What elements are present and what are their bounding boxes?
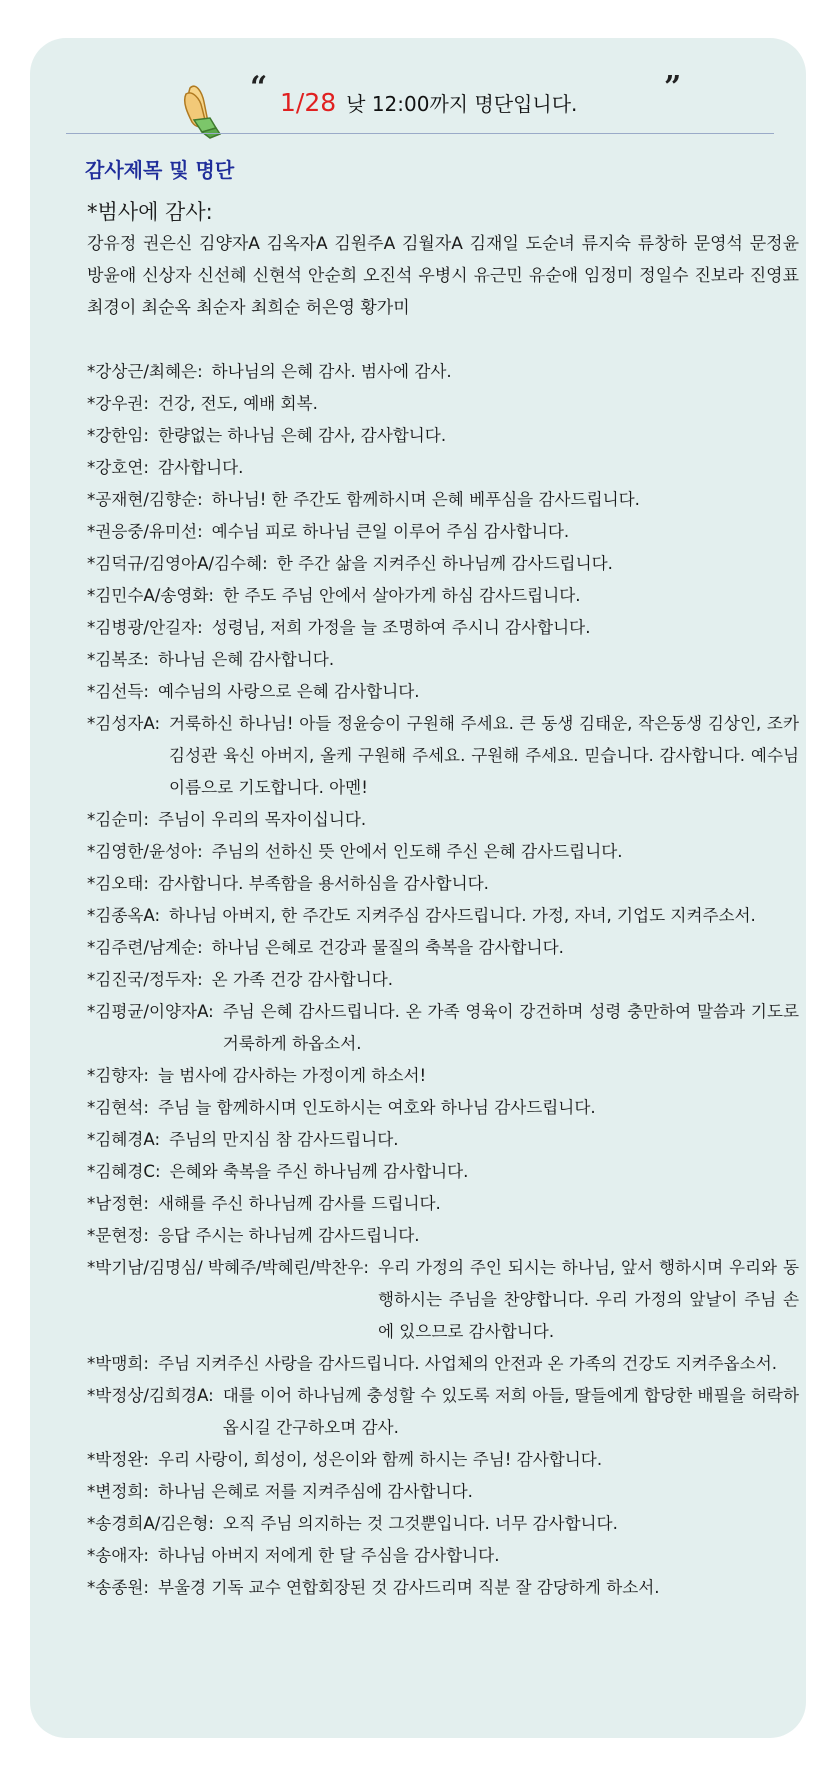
- entry-names: *김진국/정두자:: [87, 970, 203, 989]
- open-quote: “: [250, 70, 268, 105]
- entry-message: 하나님 은혜로 건강과 물질의 축복을 감사합니다.: [211, 938, 564, 957]
- entry-message: 건강, 전도, 예배 회복.: [157, 394, 318, 413]
- entry-message: 부울경 기독 교수 연합회장된 것 감사드리며 직분 잘 감당하게 하소서.: [157, 1578, 660, 1597]
- entry-message: 하나님 은혜로 저를 지켜주심에 감사합니다.: [157, 1482, 473, 1501]
- entry-names: *권응중/유미선:: [87, 522, 203, 541]
- entry-names: *강상근/최혜은:: [87, 362, 203, 381]
- list-item: [87, 1572, 799, 1604]
- entry-names: *김종옥A:: [87, 906, 161, 925]
- list-item: [87, 1444, 799, 1476]
- deadline-date: 1/28: [280, 88, 337, 117]
- list-item: [87, 580, 799, 612]
- prayer-content: [87, 196, 799, 1604]
- subheading: *범사에 감사:: [87, 200, 213, 224]
- entry-names: *김향자:: [87, 1066, 149, 1085]
- entry-names: *박기남/김명심/ 박혜주/박혜린/박찬우:: [87, 1258, 369, 1277]
- entry-message: 하나님! 한 주간도 함께하시며 은혜 베푸심을 감사드립니다.: [211, 490, 640, 509]
- entry-names: *김오태:: [87, 874, 149, 893]
- deadline-headline: [280, 88, 577, 117]
- entry-names: *김혜경A:: [87, 1130, 161, 1149]
- entry-names: *김복조:: [87, 650, 149, 669]
- list-item: [87, 804, 799, 836]
- entry-message: 하나님 은혜 감사합니다.: [157, 650, 335, 669]
- entry-message: 새해를 주신 하나님께 감사를 드립니다.: [157, 1194, 441, 1213]
- list-item: [87, 1188, 799, 1220]
- entry-message: 늘 범사에 감사하는 가정이게 하소서!: [157, 1066, 427, 1085]
- list-item: [87, 708, 799, 804]
- entry-message: 거룩하신 하나님! 아들 정윤승이 구원해 주세요. 큰 동생 김태운, 작은동생 김상인, 조카 김성관 육신 아버지, 올케 구원해 주세요. 구원해 주세요. 믿습니다. 감사합니다. 예수님 이름으로 기도합니다. 아멘!: [169, 714, 799, 797]
- list-item: [87, 1348, 799, 1380]
- entry-message: 주님 지켜주신 사랑을 감사드립니다. 사업체의 안전과 온 가족의 건강도 지켜주옵소서.: [157, 1354, 778, 1373]
- list-item: [87, 644, 799, 676]
- list-item: [87, 548, 799, 580]
- entry-names: *강호연:: [87, 458, 149, 477]
- list-item: [87, 1476, 799, 1508]
- list-item: [87, 420, 799, 452]
- list-item: [87, 836, 799, 868]
- entry-message: 감사합니다. 부족함을 용서하심을 감사합니다.: [157, 874, 489, 893]
- entry-names: *김현석:: [87, 1098, 149, 1117]
- entry-names: *송경희A/김은형:: [87, 1514, 215, 1533]
- entry-message: 한량없는 하나님 은혜 감사, 감사합니다.: [157, 426, 447, 445]
- list-item: [87, 900, 799, 932]
- entries-list: [87, 356, 799, 1604]
- list-item: [87, 452, 799, 484]
- entry-names: *김병광/안길자:: [87, 618, 203, 637]
- entry-message: 은혜와 축복을 주신 하나님께 감사합니다.: [169, 1162, 469, 1181]
- entry-names: *박정상/김희경A:: [87, 1386, 214, 1405]
- entry-message: 응답 주시는 하나님께 감사드립니다.: [157, 1226, 420, 1245]
- entry-message: 오직 주님 의지하는 것 그것뿐입니다. 너무 감사합니다.: [223, 1514, 618, 1533]
- entry-message: 감사합니다.: [157, 458, 244, 477]
- list-item: [87, 1540, 799, 1572]
- list-item: [87, 1092, 799, 1124]
- entry-names: *송종원:: [87, 1578, 149, 1597]
- entry-message: 하나님의 은혜 감사. 범사에 감사.: [211, 362, 452, 381]
- entry-names: *김성자A:: [87, 714, 161, 733]
- entry-names: *김평균/이양자A:: [87, 1002, 214, 1021]
- entry-message: 하나님 아버지, 한 주간도 지켜주심 감사드립니다. 가정, 자녀, 기업도 지켜주소서.: [169, 906, 756, 925]
- entry-message: 주님이 우리의 목자이십니다.: [157, 810, 367, 829]
- entry-message: 우리 가정의 주인 되시는 하나님, 앞서 행하시며 우리와 동행하시는 주님을 찬양합니다. 우리 가정의 앞날이 주님 손에 있으므로 감사합니다.: [377, 1258, 799, 1341]
- entry-message: 주님 늘 함께하시며 인도하시는 여호와 하나님 감사드립니다.: [157, 1098, 596, 1117]
- entry-message: 우리 사랑이, 희성이, 성은이와 함께 하시는 주님! 감사합니다.: [157, 1450, 603, 1469]
- list-item: [87, 1124, 799, 1156]
- list-item: [87, 964, 799, 996]
- divider: [66, 133, 774, 134]
- header: [30, 68, 806, 138]
- list-item: [87, 1060, 799, 1092]
- entry-names: *김민수A/송영화:: [87, 586, 215, 605]
- entry-message: 주님의 선하신 뜻 안에서 인도해 주신 은혜 감사드립니다.: [211, 842, 623, 861]
- entry-names: *강우권:: [87, 394, 149, 413]
- list-item: [87, 356, 799, 388]
- list-item: [87, 1380, 799, 1444]
- entry-names: *문현정:: [87, 1226, 149, 1245]
- list-item: [87, 484, 799, 516]
- list-item: [87, 388, 799, 420]
- entry-message: 한 주도 주님 안에서 살아가게 하심 감사드립니다.: [223, 586, 581, 605]
- entry-names: *김혜경C:: [87, 1162, 161, 1181]
- entry-message: 대를 이어 하나님께 충성할 수 있도록 저희 아들, 딸들에게 합당한 배필을 허락하옵시길 간구하오며 감사.: [222, 1386, 799, 1437]
- entry-message: 주님의 만지심 참 감사드립니다.: [169, 1130, 399, 1149]
- entry-names: *김영한/윤성아:: [87, 842, 203, 861]
- close-quote: ”: [664, 70, 682, 105]
- list-item: [87, 1220, 799, 1252]
- list-item: [87, 932, 799, 964]
- list-item: [87, 1252, 799, 1348]
- entry-names: *송애자:: [87, 1546, 149, 1565]
- entry-message: 예수님 피로 하나님 큰일 이루어 주심 감사합니다.: [211, 522, 570, 541]
- entry-names: *박맹희:: [87, 1354, 149, 1373]
- entry-message: 온 가족 건강 감사합니다.: [211, 970, 394, 989]
- entry-message: 하나님 아버지 저에게 한 달 주심을 감사합니다.: [157, 1546, 500, 1565]
- list-item: [87, 996, 799, 1060]
- entry-names: *공재현/김향순:: [87, 490, 203, 509]
- entry-message: 주님 은혜 감사드립니다. 온 가족 영육이 강건하며 성령 충만하여 말씀과 기도로 거룩하게 하옵소서.: [222, 1002, 799, 1053]
- entry-names: *박정완:: [87, 1450, 149, 1469]
- entry-names: *남정현:: [87, 1194, 149, 1213]
- entry-names: *변정희:: [87, 1482, 149, 1501]
- list-item: [87, 516, 799, 548]
- entry-names: *김순미:: [87, 810, 149, 829]
- list-item: [87, 1156, 799, 1188]
- entry-names: *김선득:: [87, 682, 149, 701]
- names-list: 강유정 권은신 김양자A 김옥자A 김원주A 김월자A 김재일 도순녀 류지숙 류창하 문영석 문정윤 방윤애 신상자 신선혜 신현석 안순희 오진석 우병시 유근민 유순애 임정미 정일수 진보라 진영표 최경이 최순옥 최순자 최희순 허은영 황가미: [87, 234, 799, 318]
- praying-hands-icon: [180, 78, 238, 140]
- deadline-text: 낮 12:00까지 명단입니다.: [346, 92, 578, 116]
- list-item: [87, 612, 799, 644]
- entry-names: *강한임:: [87, 426, 149, 445]
- entry-names: *김주련/남계순:: [87, 938, 203, 957]
- prayer-list-card: [30, 38, 806, 1738]
- section-title: 감사제목 및 명단: [85, 158, 235, 182]
- list-item: [87, 676, 799, 708]
- entry-message: 예수님의 사랑으로 은혜 감사합니다.: [157, 682, 420, 701]
- spacer: [87, 324, 799, 356]
- entry-message: 한 주간 삶을 지켜주신 하나님께 감사드립니다.: [276, 554, 613, 573]
- entry-message: 성령님, 저희 가정을 늘 조명하여 주시니 감사합니다.: [211, 618, 591, 637]
- list-item: [87, 868, 799, 900]
- list-item: [87, 1508, 799, 1540]
- entry-names: *김덕규/김영아A/김수혜:: [87, 554, 268, 573]
